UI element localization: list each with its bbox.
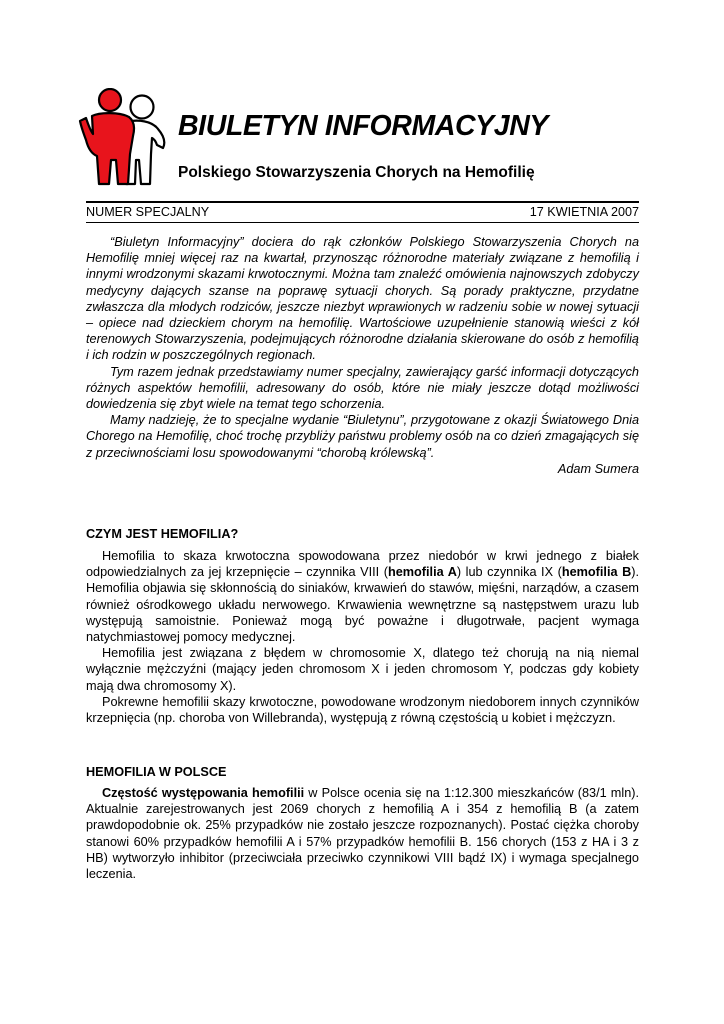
intro-paragraph: Mamy nadzieję, że to specjalne wydanie “Biuletynu”, przygotowane z okazji Światowego Dnia Chorego na Hemofilię, choć trochę przybliży państwu problemy osób na co dzień zmagających się z przeciwnościami losu spowodowanymi “chorobą królewską”. xyxy=(86,413,639,460)
body-paragraph: Częstość występowania hemofilii w Polsce ocenia się na 1:12.300 mieszkańców (83/1 mln). Aktualnie zarejestrowanych jest 2069 chorych z hemofilią A i 354 z hemofilią B (a zatem prawdopodobnie ok. 25% przypadków nie zostało jeszcze rozpoznanych). Postać ciężka choroby stanowi 60% przypadków hemofilii A i 57% przypadków hemofilii B. 156 chorych (153 z HA i 3 z HB) wytworzyło inhibitor (przeciwciała przeciwko czynnikowi VIII bądź IX) i wymaga specjalnego leczenia. xyxy=(86,786,640,882)
edition-bar xyxy=(86,205,639,219)
red-person-figure xyxy=(80,89,134,184)
bulletin-title: BIULETYN INFORMACYJNY xyxy=(178,110,549,142)
section-what-is-hemophilia xyxy=(86,548,639,726)
intro-section xyxy=(86,234,639,477)
body-paragraph: Hemofilia jest związana z błędem w chromosomie X, dlatego też chorują na nią niemal wyłącznie mężczyźni (mający jeden chromosom X i jeden chromosom Y, podczas gdy kobiety mają dwa chromosomy X). xyxy=(86,646,639,693)
section-hemophilia-in-poland xyxy=(86,785,639,882)
intro-paragraph: Tym razem jednak przedstawiamy numer specjalny, zawierający garść informacji dotyczących różnych aspektów hemofilii, adresowany do osób, które nie miały jeszcze dotąd możliwości dowiedzenia się zbyt wiele na temat tego schorzenia. xyxy=(86,364,639,412)
intro-paragraph: “Biuletyn Informacyjny” dociera do rąk członków Polskiego Stowarzyszenia Chorych na Hemofilię mniej więcej raz na kwartał, przynosząc różnorodne materiały związane z hemofilią i innymi wrodzonymi skazami krwotocznymi. Można tam znaleźć omówienia najnowszych zdobyczy medycyny dających szanse na poprawę sytuacji chorych. Są porady praktyczne, przydatne zwłaszcza dla młodych rodziców, jeszcze niezbyt wprawionych w radzeniu sobie w nowej sytuacji – opiece nad dzieckiem chorym na hemofilię. Wartościowe uzupełnienie stanowią wieści z kół terenowych Stowarzyszenia, podejmujących różnorodne działania skierowane do osób z hemofilią i ich rodzin w poszczególnych regionach. xyxy=(86,235,639,363)
section-heading-hemophilia-in-poland: HEMOFILIA W POLSCE xyxy=(86,765,227,779)
edition-date: 17 KWIETNIA 2007 xyxy=(529,205,639,219)
people-logo-icon xyxy=(78,88,172,188)
edition-label: NUMER SPECJALNY xyxy=(86,205,210,219)
author-signature: Adam Sumera xyxy=(557,461,639,476)
section-heading-what-is-hemophilia: CZYM JEST HEMOFILIA? xyxy=(86,527,239,541)
header-rule-bottom xyxy=(86,222,639,223)
body-paragraph: Hemofilia to skaza krwotoczna spowodowana przez niedobór w krwi jednego z białek odpowiedzialnych za jej krzepnięcie – czynnika VIII (hemofilia A) lub czynnika IX (hemofilia B). Hemofilia objawia się skłonnością do siniaków, krwawień do stawów, mięśni, narządów, a czasem również ośrodkowego układu nerwowego. Krwawienia wewnętrzne są następstwem urazu lub występują samoistnie. Ponieważ mogą być poważne i długotrwałe, pacjent wymaga natychmiastowej pomocy medycznej. xyxy=(86,549,639,645)
header-rule-top xyxy=(86,201,639,203)
bold-term: hemofilia A xyxy=(387,565,457,580)
bold-term: hemofilia B xyxy=(561,565,632,580)
bold-term: Częstość występowania hemofilii xyxy=(102,786,305,800)
body-paragraph: Pokrewne hemofilii skazy krwotoczne, powodowane wrodzonym niedoborem innych czynników krzepnięcia (np. choroba von Willebranda), występują z równą częstością u kobiet i mężczyzn. xyxy=(86,694,639,726)
bulletin-subtitle: Polskiego Stowarzyszenia Chorych na Hemofilię xyxy=(178,164,535,181)
